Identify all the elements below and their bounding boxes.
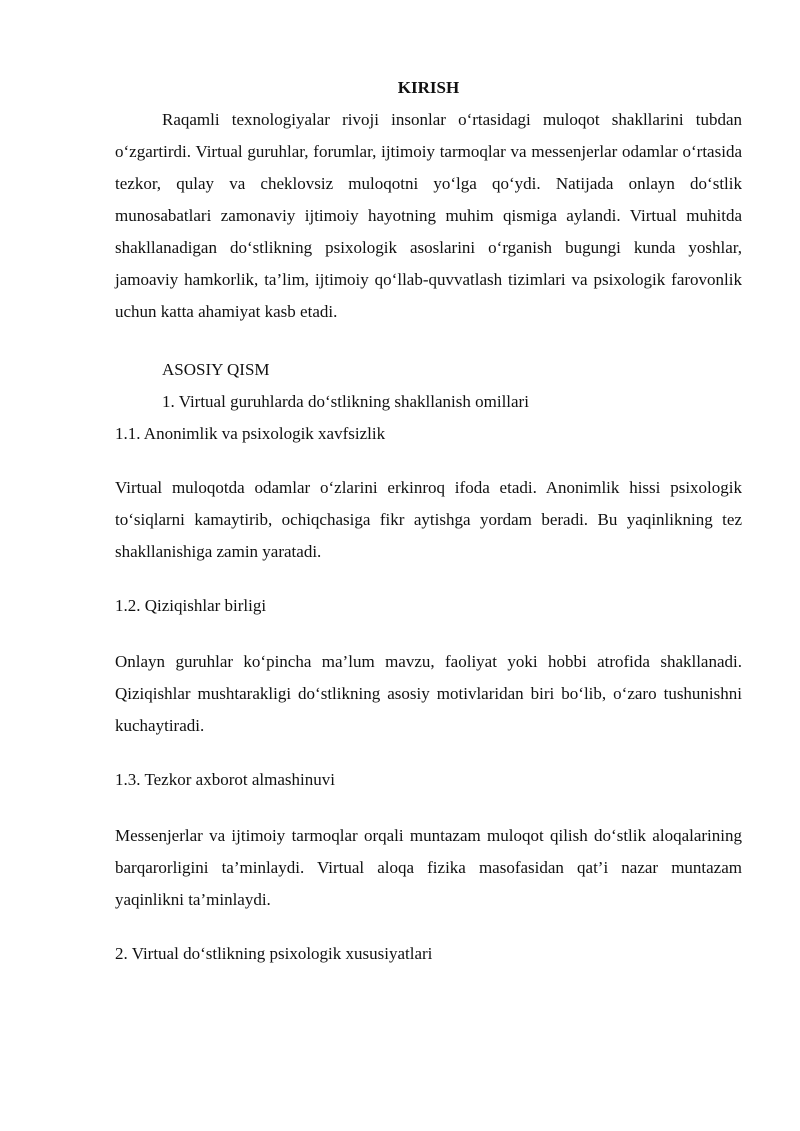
spacer	[115, 622, 742, 646]
spacer	[115, 568, 742, 590]
main-section-heading: ASOSIY QISM	[162, 360, 270, 379]
subsection-1-3-paragraph: Messenjerlar va ijtimoiy tarmoqlar orqali muntazam muloqot qilish do‘stlik aloqalarining barqarorligini ta’minlaydi. Virtual aloqa fizika masofasidan qat’i nazar muntazam yaqinlikni ta’minlaydi.	[115, 826, 742, 909]
document-title: KIRISH	[397, 78, 460, 97]
spacer	[115, 328, 742, 354]
subsection-1-3-heading: 1.3. Tezkor axborot almashinuvi	[115, 770, 335, 789]
spacer	[115, 742, 742, 764]
spacer	[115, 796, 742, 820]
subsection-1-2-heading: 1.2. Qiziqishlar birligi	[115, 596, 267, 615]
section-1-heading: 1. Virtual guruhlarda do‘stlikning shakllanish omillari	[162, 392, 529, 411]
document-body	[115, 72, 742, 970]
subsection-1-1-heading: 1.1. Anonimlik va psixologik xavfsizlik	[115, 424, 386, 443]
spacer	[115, 450, 742, 472]
section-2-heading: 2. Virtual do‘stlikning psixologik xususiyatlari	[115, 944, 433, 963]
subsection-1-1-paragraph: Virtual muloqotda odamlar o‘zlarini erkinroq ifoda etadi. Anonimlik hissi psixologik to‘siqlarni kamaytirib, ochiqchasiga fikr aytishga yordam beradi. Bu yaqinlikning tez shakllanishiga zamin yaratadi.	[115, 478, 742, 561]
intro-paragraph: Raqamli texnologiyalar rivoji insonlar o‘rtasidagi muloqot shakllarini tubdan o‘zgartirdi. Virtual guruhlar, forumlar, ijtimoiy tarmoqlar va messenjerlar odamlar o‘rtasida tezkor, qulay va cheklovsiz muloqotni yo‘lga qo‘ydi. Natijada onlayn do‘stlik munosabatlari zamonaviy ijtimoiy hayotning muhim qismiga aylandi. Virtual muhitda shakllanadigan do‘stlikning psixologik asoslarini o‘rganish bugungi kunda yoshlar, jamoaviy hamkorlik, ta’lim, ijtimoiy qo‘llab-quvvatlash tizimlari va psixologik farovonlik uchun katta ahamiyat kasb etadi.	[115, 110, 742, 321]
spacer	[115, 916, 742, 938]
subsection-1-2-paragraph: Onlayn guruhlar ko‘pincha ma’lum mavzu, faoliyat yoki hobbi atrofida shakllanadi. Qiziqishlar mushtarakligi do‘stlikning asosiy motivlaridan biri bo‘lib, o‘zaro tushunishni kuchaytiradi.	[115, 652, 742, 735]
